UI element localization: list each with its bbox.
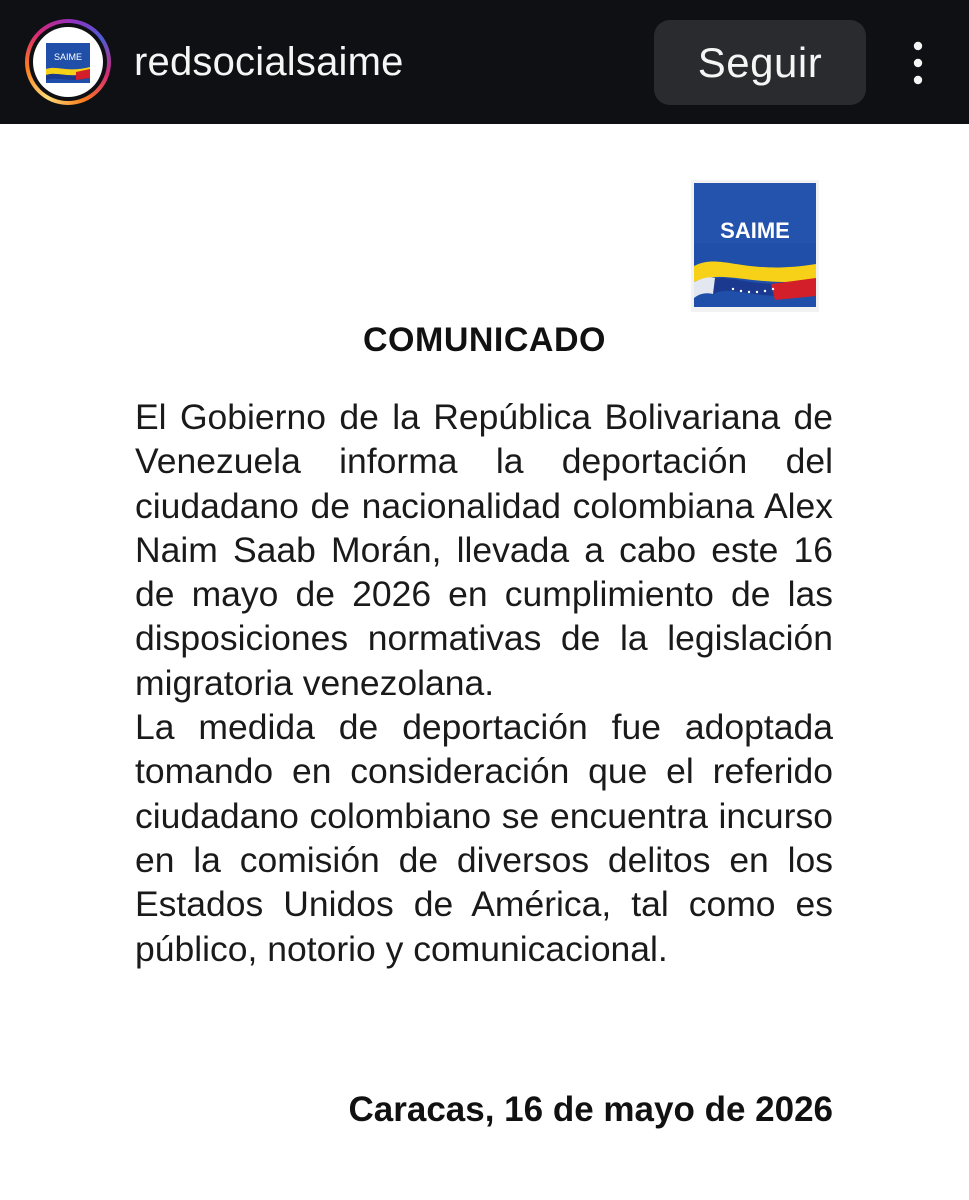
profile-avatar[interactable] (25, 19, 111, 105)
communique-body (135, 395, 833, 971)
communique-paragraph: La medida de deportación fue adoptada tomando en consideración que el referido ciudadano colombiano se encuentra incurso en la comisión de diversos delitos en los Estados Unidos de América, tal como es público, notorio y comunicacional. (135, 707, 833, 969)
communique-heading: COMUNICADO (363, 321, 606, 359)
follow-button[interactable]: Seguir (654, 20, 866, 105)
svg-text:SAIME: SAIME (53, 52, 83, 62)
more-options-button[interactable] (898, 38, 938, 88)
account-username[interactable]: redsocialsaime (134, 40, 404, 84)
communique-paragraph: El Gobierno de la República Bolivariana de Venezuela informa la deportación del ciudadano de nacionalidad colombiana Alex Naim Saab Morán, llevada a cabo este 16 de mayo de 2026 en cumplimiento de las disposiciones normativas de la legislación migratoria venezolana. (135, 397, 833, 703)
avatar-image (33, 27, 103, 97)
saime-logo-text: SAIME (720, 218, 790, 243)
post-image (0, 124, 969, 1200)
post-header (0, 0, 969, 124)
saime-logo-icon (46, 43, 90, 83)
more-vertical-icon (898, 38, 938, 88)
saime-logo-image (691, 180, 819, 312)
communique-place-date: Caracas, 16 de mayo de 2026 (348, 1090, 833, 1129)
